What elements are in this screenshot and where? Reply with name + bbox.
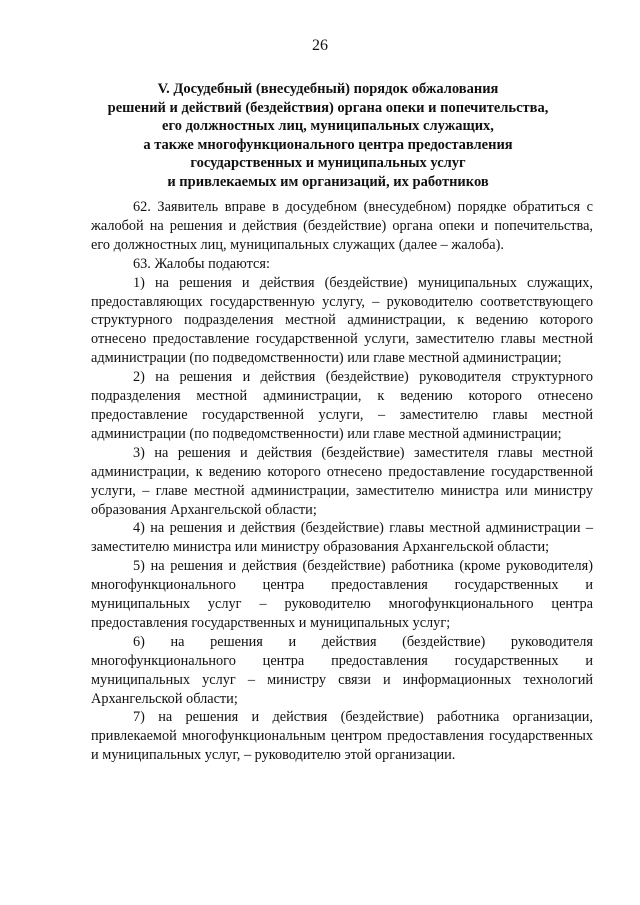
- list-item-1: 1) на решения и действия (бездействие) муниципальных служащих, предоставляющих государственную услугу, – руководителю соответствующего структурного подразделения местной администрации, к ведению которого отнесено предоставление государственной услуги, заместителю главы местной администрации (по подведомственности) или главе местной администрации;: [91, 274, 593, 367]
- list-item-4: 4) на решения и действия (бездействие) главы местной администрации – заместителю министра или министру образования Архангельской области;: [91, 520, 593, 556]
- heading-line: V. Досудебный (внесудебный) порядок обжалования: [157, 81, 499, 97]
- list-item-3: 3) на решения и действия (бездействие) заместителя главы местной администрации, к ведению которого отнесено предоставление государственной услуги, – главе местной администрации, заместителю министра или министру образования Архангельской области;: [91, 444, 593, 518]
- list-item-5: 5) на решения и действия (бездействие) работника (кроме руководителя) многофункционального центра предоставления государственных и муниципальных услуг – руководителю многофункционального центра предоставления государственных и муниципальных услуг;: [91, 558, 593, 631]
- heading-line: его должностных лиц, муниципальных служащих,: [162, 118, 494, 135]
- list-item-7: 7) на решения и действия (бездействие) работника организации, привлекаемой многофункциональным центром предоставления государственных и муниципальных услуг, – руководителю этой организации.: [91, 709, 593, 764]
- heading-line: а также многофункционального центра предоставления: [143, 136, 513, 153]
- heading-line: решений и действий (бездействия) органа опеки и попечительства,: [107, 99, 549, 116]
- paragraph-63: 63. Жалобы подаются:: [133, 255, 270, 272]
- list-item-6: 6) на решения и действия (бездействие) руководителя многофункционального центра предоставления государственных и муниципальных услуг – министру связи и информационных технологий Архангельской области;: [91, 633, 593, 707]
- heading-line: и привлекаемых им организаций, их работников: [167, 173, 489, 190]
- page-number: 26: [312, 37, 328, 54]
- document-body: [91, 198, 593, 765]
- paragraph-62: 62. Заявитель вправе в досудебном (внесудебном) порядке обратиться с жалобой на решения и действия (бездействие) органа опеки и попечительства, его должностных лиц, муниципальных служащих (далее – жалоба).: [91, 199, 593, 253]
- list-item-2: 2) на решения и действия (бездействие) руководителя структурного подразделения местной администрации, к ведению которого отнесено предоставление государственной услуги, – заместителю главы местной администрации (по подведомственности) или главе местной администрации;: [91, 369, 593, 442]
- heading-line: государственных и муниципальных услуг: [190, 155, 466, 172]
- section-heading: [80, 80, 576, 192]
